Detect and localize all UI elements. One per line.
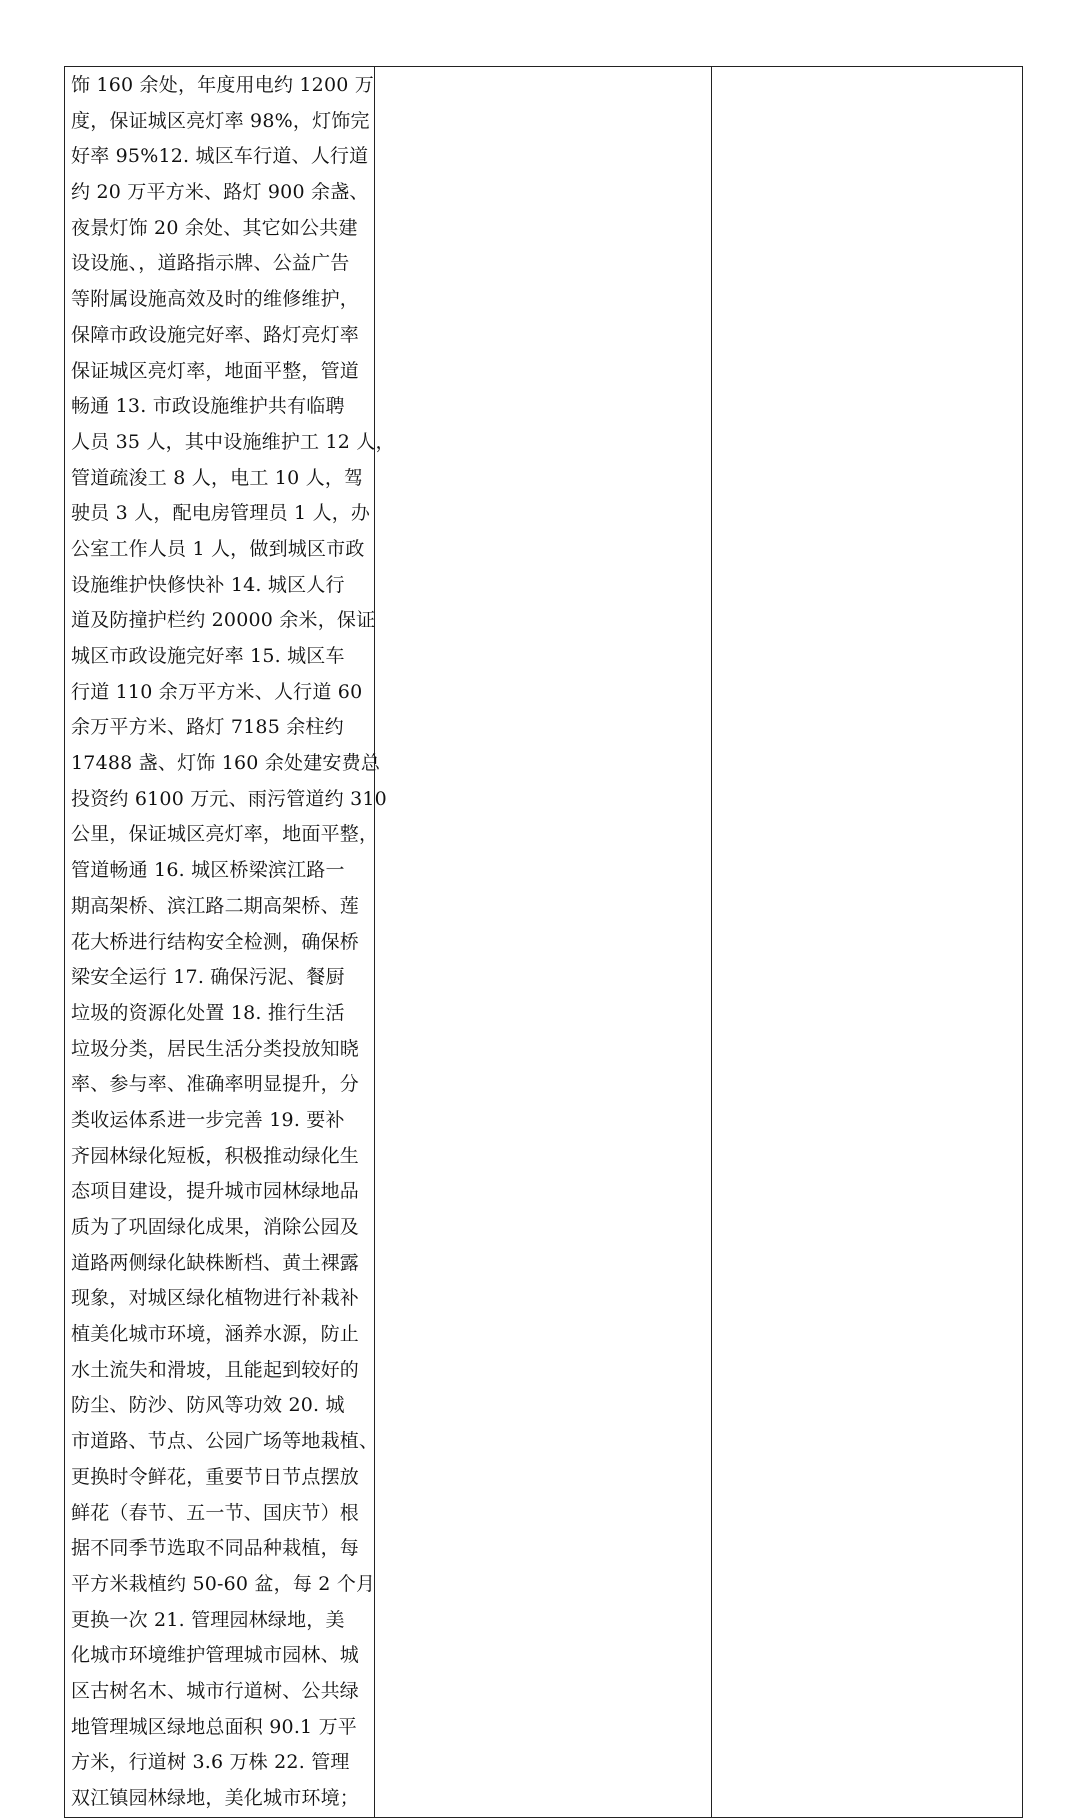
text-line: 双江镇园林绿地，美化城市环境；: [71, 1787, 360, 1809]
table-row: [65, 67, 1023, 1818]
text-line: 投资约 6100 万元、雨污管道约 310: [71, 787, 387, 810]
text-line: 市道路、节点、公园广场等地栽植、: [71, 1430, 379, 1453]
text-line: 区古树名木、城市行道树、公共绿: [71, 1679, 360, 1702]
text-line: 饰 160 余处，年度用电约 1200 万: [71, 74, 374, 96]
text-line: 花大桥进行结构安全检测，确保桥: [71, 930, 360, 953]
text-line: 水土流失和滑坡，且能起到较好的: [71, 1358, 360, 1381]
text-line: 更换一次 21. 管理园林绿地，美: [71, 1608, 345, 1631]
text-line: 平方米栽植约 50-60 盆，每 2 个月: [71, 1572, 376, 1595]
text-line: 余万平方米、路灯 7185 余柱约: [71, 716, 344, 739]
text-line: 度，保证城区亮灯率 98%，灯饰完: [71, 109, 370, 132]
text-line: 管道疏浚工 8 人，电工 10 人，驾: [71, 466, 364, 489]
text-line: 据不同季节选取不同品种栽植，每: [71, 1537, 360, 1560]
text-line: 防尘、防沙、防风等功效 20. 城: [71, 1394, 345, 1417]
empty-cell-right: [712, 67, 1023, 1818]
content-cell: [65, 67, 395, 1818]
text-line: 约 20 万平方米、路灯 900 余盏、: [71, 181, 369, 204]
text-line: 等附属设施高效及时的维修维护，: [71, 288, 360, 311]
text-line: 管道畅通 16. 城区桥梁滨江路一: [71, 859, 345, 882]
text-line: 垃圾分类，居民生活分类投放知晓: [71, 1037, 360, 1060]
text-line: 保证城区亮灯率，地面平整，管道: [71, 359, 360, 382]
text-line: 更换时令鲜花，重要节日节点摆放: [71, 1465, 360, 1488]
text-line: 齐园林绿化短板，积极推动绿化生: [71, 1144, 360, 1167]
text-line: 好率 95%12. 城区车行道、人行道: [71, 145, 369, 168]
text-line: 植美化城市环境，涵养水源，防止: [71, 1323, 360, 1346]
empty-cell-middle: [375, 67, 712, 1818]
text-line: 态项目建设，提升城市园林绿地品: [71, 1180, 360, 1203]
text-line: 垃圾的资源化处置 18. 推行生活: [71, 1001, 345, 1024]
text-line: 道路两侧绿化缺株断档、黄土裸露: [71, 1251, 360, 1274]
text-line: 道及防撞护栏约 20000 余米，保证: [71, 609, 376, 632]
text-line: 畅通 13. 市政设施维护共有临聘: [71, 395, 345, 418]
text-line: 期高架桥、滨江路二期高架桥、莲: [71, 894, 360, 917]
text-line: 梁安全运行 17. 确保污泥、餐厨: [71, 966, 345, 989]
text-line: 17488 盏、灯饰 160 余处建安费总: [71, 752, 381, 775]
text-line: 保障市政设施完好率、路灯亮灯率: [71, 323, 360, 346]
text-line: 设设施、，道路指示牌、公益广告: [71, 252, 350, 275]
document-table: [64, 66, 1023, 1818]
text-line: 方米，行道树 3.6 万株 22. 管理: [71, 1751, 350, 1774]
text-line: 城区市政设施完好率 15. 城区车: [71, 645, 345, 667]
text-line: 化城市环境维护管理城市园林、城: [71, 1644, 360, 1667]
text-line: 率、参与率、准确率明显提升，分: [71, 1073, 360, 1096]
text-line: 鲜花（春节、五一节、国庆节）根: [71, 1501, 360, 1524]
text-line: 驶员 3 人，配电房管理员 1 人，办: [71, 502, 371, 525]
text-line: 设施维护快修快补 14. 城区人行: [71, 573, 345, 596]
text-line: 公室工作人员 1 人，做到城区市政: [71, 537, 365, 560]
text-line: 公里，保证城区亮灯率，地面平整，: [71, 823, 379, 846]
text-line: 夜景灯饰 20 余处、其它如公共建: [71, 216, 358, 239]
text-line: 人员 35 人，其中设施维护工 12 人，: [71, 430, 395, 453]
text-line: 地管理城区绿地总面积 90.1 万平: [71, 1715, 357, 1738]
text-line: 类收运体系进一步完善 19. 要补: [71, 1108, 345, 1131]
text-line: 现象，对城区绿化植物进行补栽补: [71, 1287, 360, 1310]
text-line: 质为了巩固绿化成果，消除公园及: [71, 1216, 360, 1238]
text-line: 行道 110 余万平方米、人行道 60: [71, 680, 363, 703]
content-cell-text: [65, 67, 395, 1817]
